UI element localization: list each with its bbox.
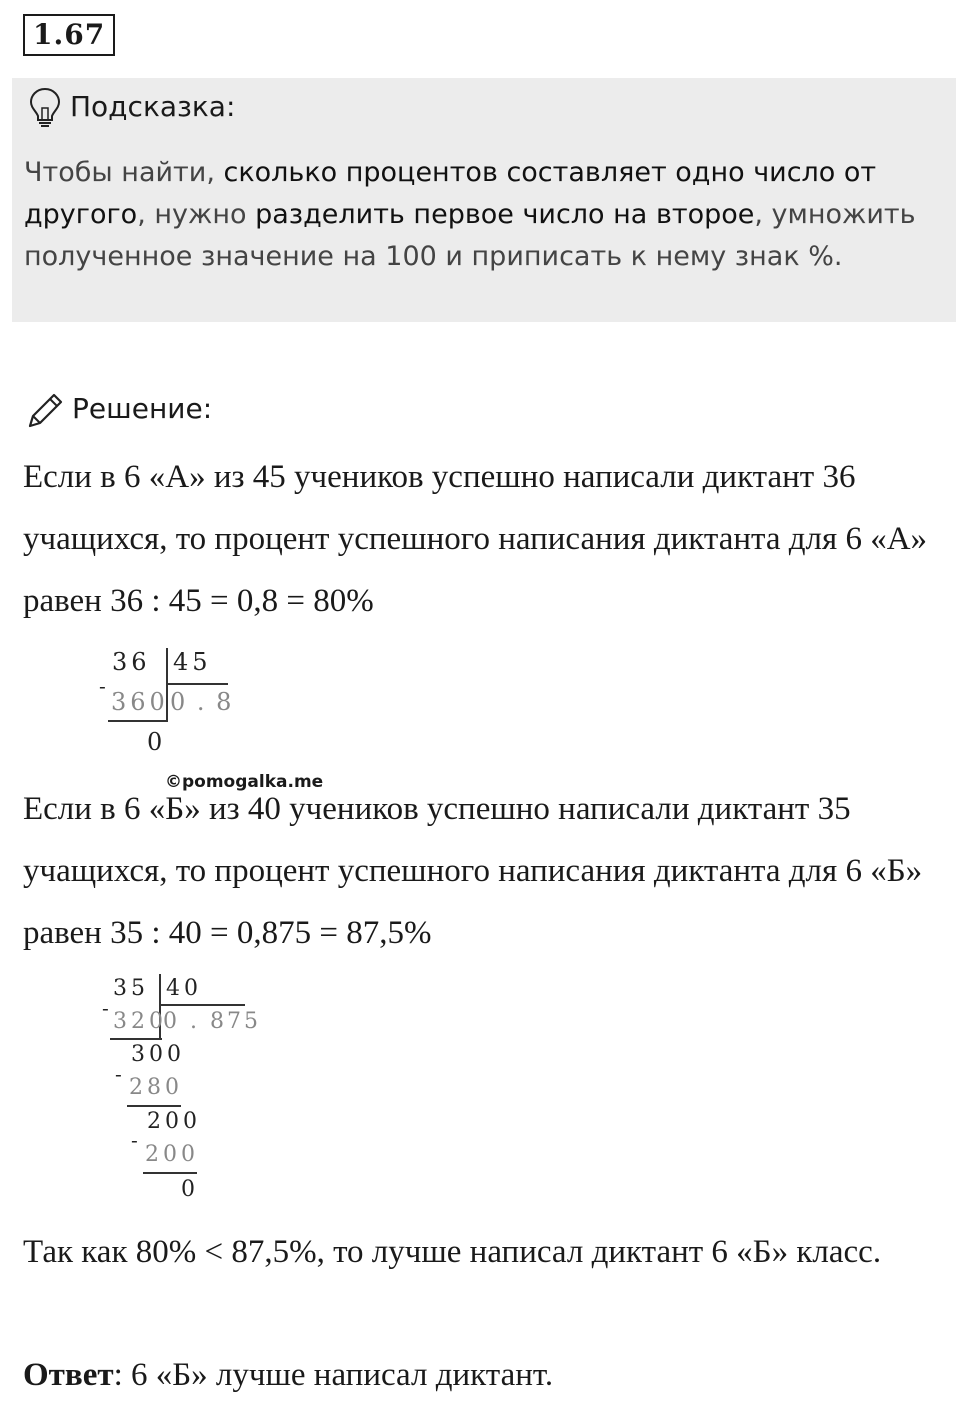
division-dividend: 35 xyxy=(113,976,149,1001)
solution-paragraph-a: Если в 6 «А» из 45 учеников успешно написали диктант 36 учащихся, то процент успешного написания диктанта для 6 «А» равен 36 : 45 = 0,8 = 80% xyxy=(23,459,928,619)
division-underline xyxy=(127,1105,181,1107)
hint-text-emphasis: сколько процентов составляет одно число от другого xyxy=(24,157,877,230)
division-minus: - xyxy=(102,996,109,1020)
hint-text-emphasis: разделить первое число на второе xyxy=(255,199,755,230)
hint-text-part: Чтобы найти, xyxy=(24,157,224,188)
hint-title: Подсказка: xyxy=(70,90,236,123)
hint-box xyxy=(12,78,956,322)
division-horizontal-line xyxy=(166,683,228,685)
division-underline xyxy=(143,1172,197,1174)
division-underline xyxy=(110,1038,162,1040)
problem-number: 1.67 xyxy=(23,14,115,56)
division-quotient: 0 . 875 xyxy=(163,1009,261,1034)
division-product: 280 xyxy=(129,1075,183,1100)
hint-text-part: , нужно xyxy=(137,199,256,230)
lightbulb-icon xyxy=(28,86,62,134)
pencil-icon xyxy=(24,390,66,436)
conclusion-text: Так как 80% < 87,5%, то лучше написал диктант 6 «Б» класс. xyxy=(23,1234,882,1270)
solution-title: Решение: xyxy=(72,392,213,425)
division-quotient: 0 . 8 xyxy=(170,688,234,716)
division-divisor: 45 xyxy=(173,648,212,676)
division-remainder: 0 xyxy=(181,1177,195,1202)
division-divisor: 40 xyxy=(166,976,202,1001)
division-remainder: 300 xyxy=(131,1042,185,1067)
answer-line xyxy=(23,1344,948,1406)
division-minus: - xyxy=(115,1062,122,1086)
division-dividend: 36 xyxy=(112,648,151,676)
answer-label: Ответ xyxy=(23,1357,114,1393)
division-remainder: 200 xyxy=(147,1109,201,1134)
division-underline xyxy=(108,720,168,722)
answer-text: : 6 «Б» лучше написал диктант. xyxy=(113,1357,554,1393)
division-product: 200 xyxy=(145,1142,199,1167)
division-remainder: 0 xyxy=(147,728,163,756)
division-horizontal-line xyxy=(159,1004,245,1006)
hint-text xyxy=(24,152,952,278)
division-product: 320 xyxy=(113,1009,167,1034)
division-minus: - xyxy=(99,674,106,698)
division-minus: - xyxy=(131,1128,138,1152)
division-product: 360 xyxy=(111,688,169,716)
hint-text-part: , умножить полученное значение на 100 и приписать к нему знак %. xyxy=(24,199,916,272)
watermark: ©pomogalka.me xyxy=(165,772,324,792)
solution-paragraph-b: Если в 6 «Б» из 40 учеников успешно написали диктант 35 учащихся, то процент успешного написания диктанта для 6 «Б» равен 35 : 40 = 0,875 = 87,5% xyxy=(23,791,923,951)
